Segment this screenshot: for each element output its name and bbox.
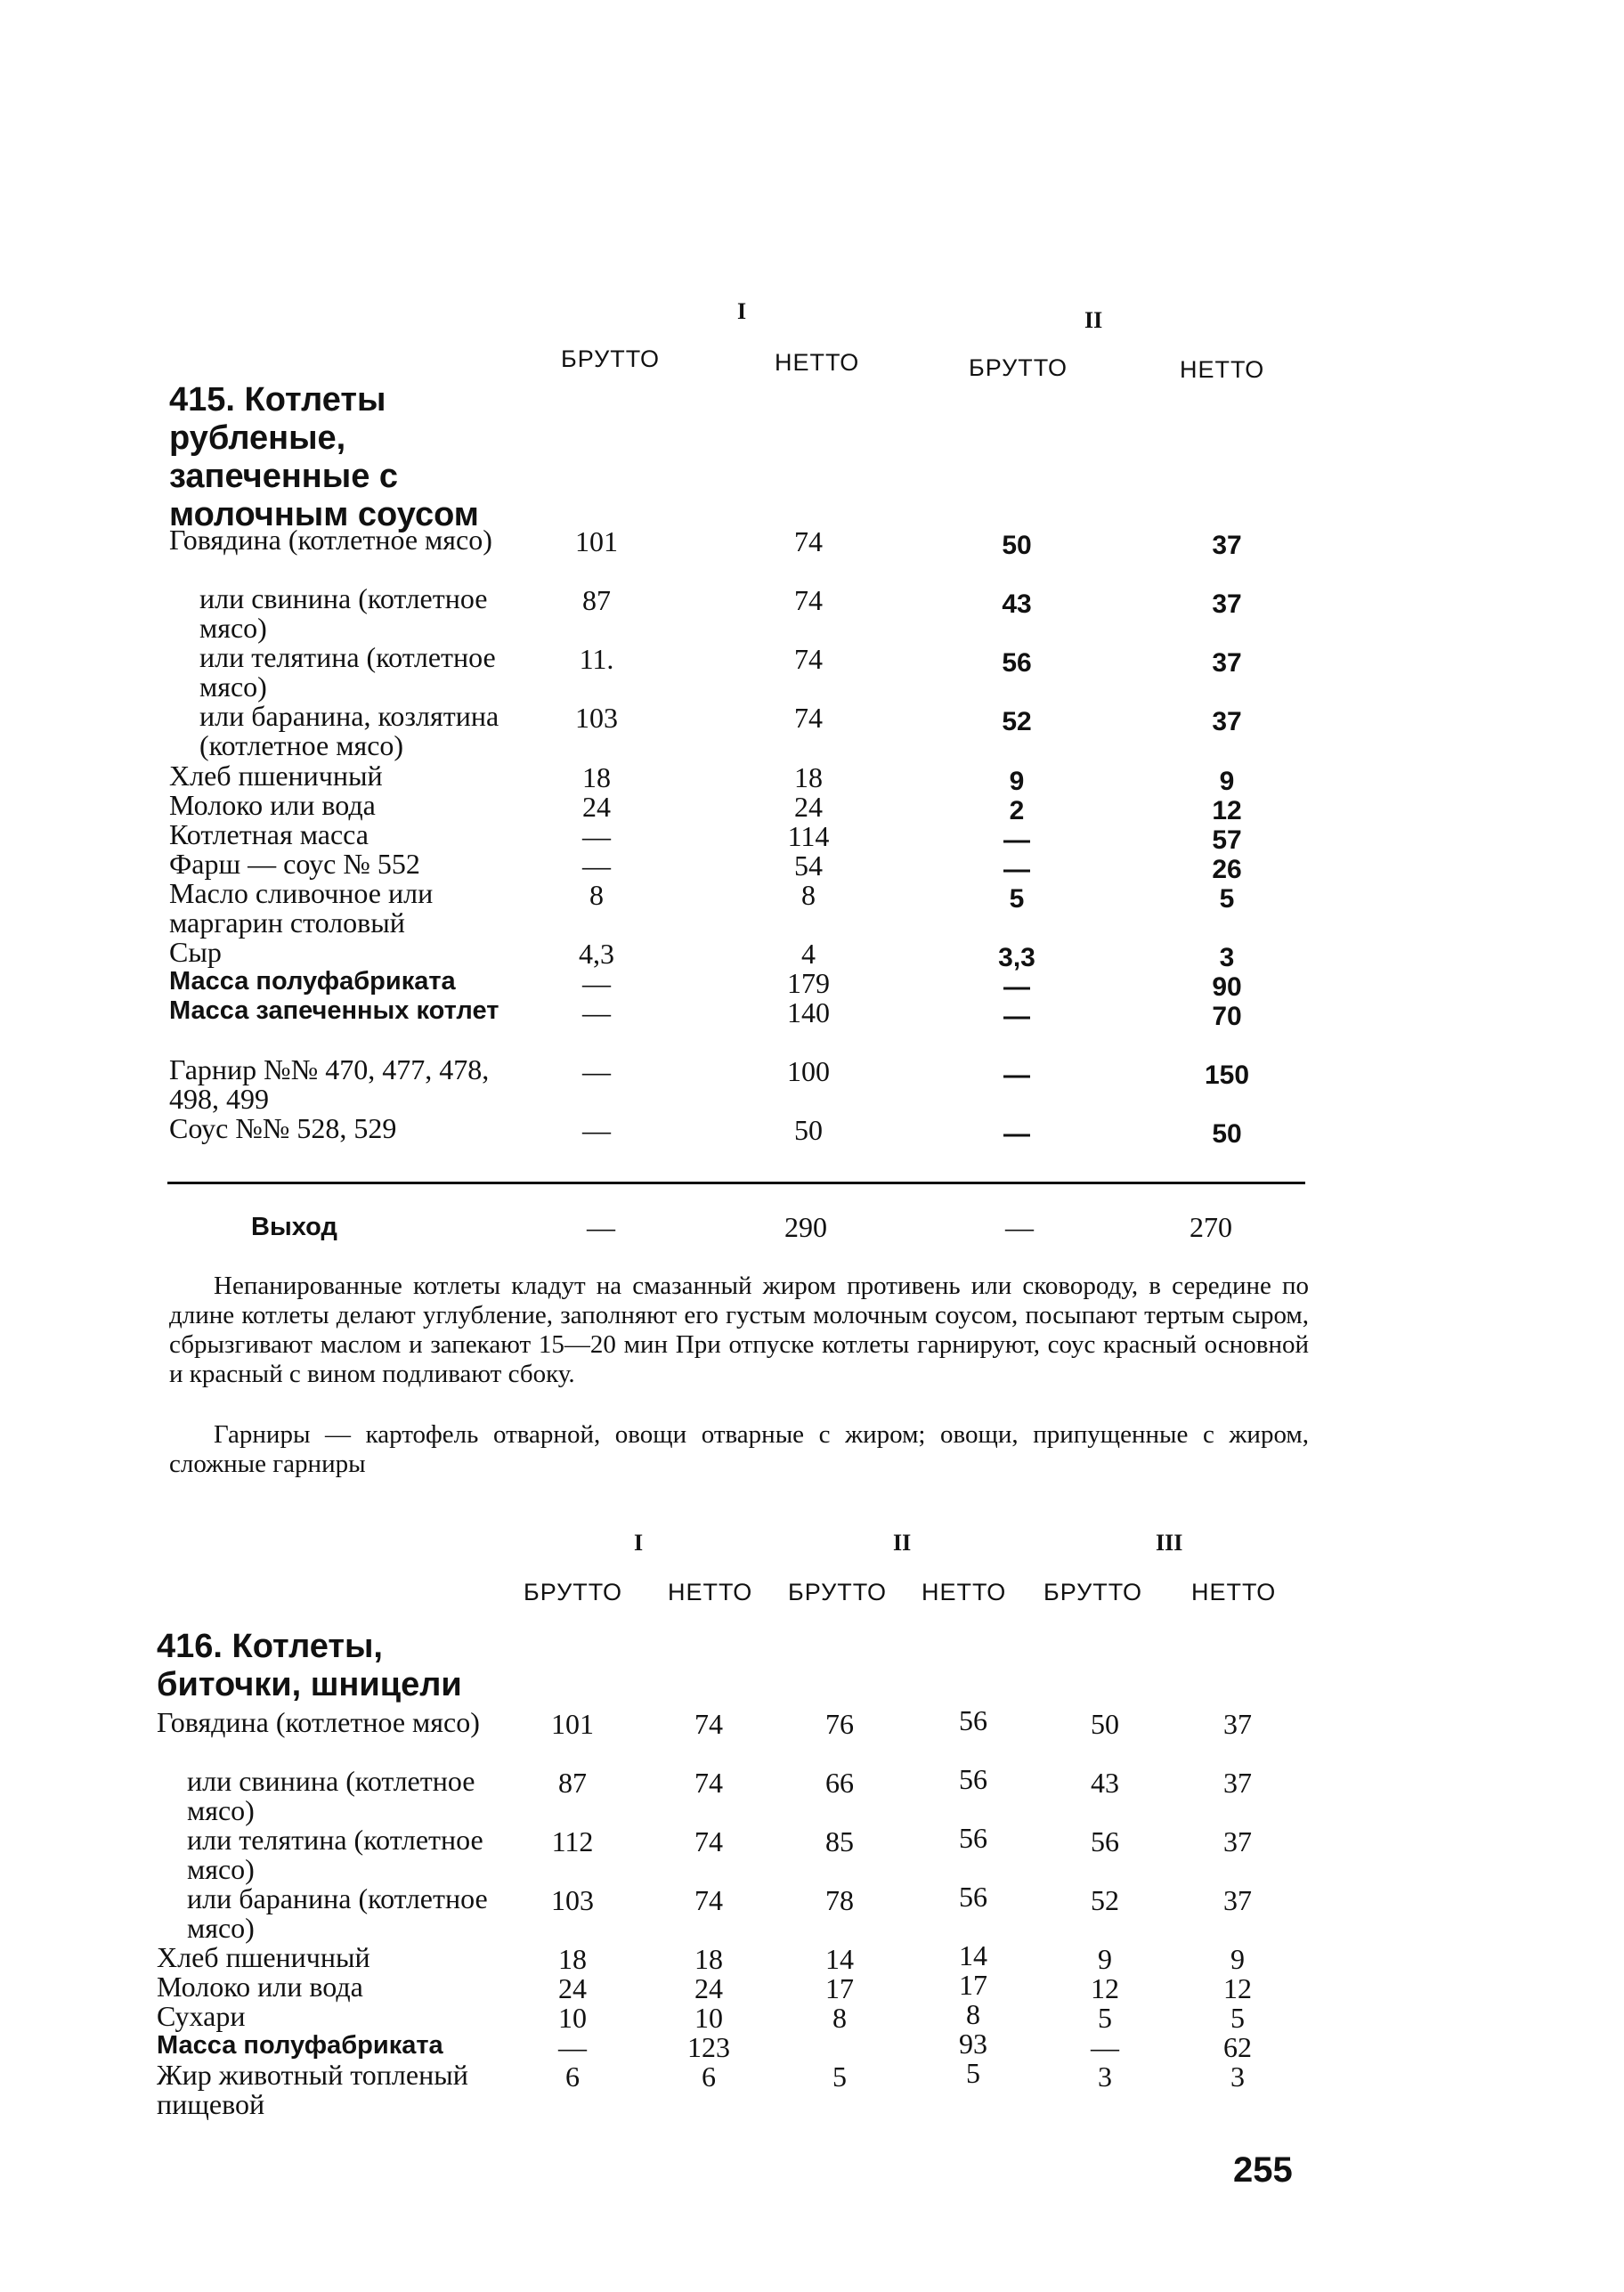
ingredient-value: 3 (1098, 2060, 1112, 2093)
ingredient-value: 150 (1204, 1061, 1250, 1090)
ingredient-value: 90 (1212, 972, 1242, 1002)
ingredient-value: 70 (1212, 1002, 1242, 1031)
ingredient-name: Масло сливочное или маргарин столовый (169, 877, 434, 939)
ingredient-value: 18 (582, 761, 611, 793)
ingredient-value: 8 (966, 1998, 980, 2030)
output-value: — (1005, 1211, 1034, 1243)
ingredient-value: 37 (1212, 589, 1242, 619)
ingredient-value: 76 (825, 1708, 854, 1740)
ingredient-value: — (582, 996, 611, 1028)
ingredient-value: 10 (694, 2002, 723, 2034)
ingredient-value: 6 (565, 2060, 580, 2093)
ingredient-value: 74 (694, 1825, 723, 1857)
col-brutto-2: БРУТТО (788, 1579, 888, 1605)
ingredient-value: 56 (1002, 648, 1032, 678)
recipe-416-title: 416. Котлеты, биточки, шницели (157, 1628, 462, 1703)
ingredient-value: 18 (794, 761, 823, 793)
ingredient-value: 50 (794, 1114, 823, 1146)
ingredient-name: или свинина (котлетное мясо) (187, 1765, 475, 1826)
ingredient-value: 37 (1212, 648, 1242, 678)
output-value: — (587, 1211, 615, 1243)
col-brutto-3: БРУТТО (1043, 1579, 1143, 1605)
ingredient-name: или телятина (котлетное мясо) (199, 641, 496, 703)
ingredient-name: Говядина (котлетное мясо) (157, 1706, 480, 1738)
ingredient-value: 24 (694, 1972, 723, 2004)
ingredient-value: 5 (1009, 884, 1025, 914)
ingredient-value: — (1003, 1061, 1030, 1090)
ingredient-value: 14 (825, 1943, 854, 1975)
ingredient-value: 17 (959, 1969, 987, 2001)
group-II-header: II (1084, 307, 1103, 333)
ingredient-value: 26 (1212, 855, 1242, 884)
ingredient-value: 37 (1223, 1884, 1252, 1916)
ingredient-value: 24 (794, 791, 823, 823)
ingredient-value: 85 (825, 1825, 854, 1857)
ingredient-value: 9 (1098, 1943, 1112, 1975)
ingredient-value: 37 (1223, 1825, 1252, 1857)
ingredient-name: или свинина (котлетное мясо) (199, 582, 488, 644)
ingredient-value: 74 (694, 1708, 723, 1740)
ingredient-value: — (1091, 2031, 1119, 2063)
ingredient-value: 114 (787, 820, 830, 852)
ingredient-value: 103 (551, 1884, 594, 1916)
ingredient-value: 74 (794, 702, 823, 734)
ingredient-value: 103 (575, 702, 618, 734)
ingredient-value: 4 (801, 938, 816, 970)
ingredient-value: 140 (787, 996, 830, 1028)
ingredient-value: 123 (687, 2031, 730, 2063)
ingredient-value: 5 (1098, 2002, 1112, 2034)
ingredient-value: 50 (1091, 1708, 1119, 1740)
instructions-paragraph: Непанированные котлеты кладут на смазанный жиром противень или сковороду, в середине по длине котлеты делают углубление, заполняют его густым молочным соусом, посыпают тертым сыром, сбрызгивают маслом и запекают 15—20 мин При отпуске котлеты гарнируют, соус красный основной и красный с вином подливают сбоку. (169, 1272, 1309, 1388)
ingredient-value: 14 (959, 1939, 987, 1971)
ingredient-name: или баранина, козлятина (котлетное мясо) (199, 700, 499, 761)
ingredient-value: 101 (575, 525, 618, 557)
output-value: 290 (784, 1211, 827, 1243)
recipe-415-title: 415. Котлеты рубленые, запеченные с молочным соусом (169, 381, 479, 533)
ingredient-value: 6 (702, 2060, 716, 2093)
ingredient-value: 50 (1002, 531, 1032, 560)
ingredient-value: 5 (966, 2057, 980, 2089)
ingredient-value: — (1003, 972, 1030, 1002)
ingredient-value: — (1003, 825, 1030, 855)
ingredient-value: 74 (794, 643, 823, 675)
ingredient-value: 11. (579, 643, 614, 675)
ingredient-value: 8 (589, 879, 604, 911)
ingredient-value: 3,3 (998, 943, 1035, 972)
group-III-header: III (1156, 1530, 1183, 1556)
ingredient-value: — (582, 967, 611, 999)
ingredient-name: Хлеб пшеничный (157, 1941, 370, 1973)
ingredient-name: или телятина (котлетное мясо) (187, 1824, 483, 1885)
ingredient-name: Масса полуфабриката (169, 967, 456, 996)
ingredient-value: — (558, 2031, 587, 2063)
ingredient-value: 37 (1212, 531, 1242, 560)
output-label: Выход (251, 1213, 337, 1241)
ingredient-value: 8 (832, 2002, 847, 2034)
ingredient-value: 112 (551, 1825, 594, 1857)
ingredient-value: 100 (787, 1055, 830, 1087)
ingredient-value: 74 (794, 525, 823, 557)
ingredient-value: 179 (787, 967, 830, 999)
col-brutto-2: БРУТТО (969, 354, 1068, 381)
ingredient-value: 62 (1223, 2031, 1252, 2063)
ingredient-value: 50 (1212, 1119, 1242, 1149)
garnish-paragraph: Гарниры — картофель отварной, овощи отварные с жиром; овощи, припущенные с жиром, сложные гарниры (169, 1420, 1309, 1478)
ingredient-value: — (582, 849, 611, 882)
table-divider (167, 1182, 1305, 1184)
ingredient-value: 78 (825, 1884, 854, 1916)
ingredient-value: 74 (694, 1767, 723, 1799)
ingredient-value: 18 (694, 1943, 723, 1975)
ingredient-value: 5 (1230, 2002, 1245, 2034)
ingredient-value: 9 (1009, 767, 1025, 796)
ingredient-value: 52 (1002, 707, 1032, 736)
ingredient-value: 101 (551, 1708, 594, 1740)
col-netto-2: НЕТТО (922, 1579, 1007, 1605)
ingredient-name: Соус №№ 528, 529 (169, 1112, 397, 1144)
ingredient-name: Гарнир №№ 470, 477, 478, 498, 499 (169, 1053, 490, 1115)
ingredient-value: 3 (1219, 943, 1235, 972)
ingredient-value: 43 (1091, 1767, 1119, 1799)
ingredient-value: 9 (1219, 767, 1235, 796)
ingredient-value: 93 (959, 2028, 987, 2060)
ingredient-value: 43 (1002, 589, 1032, 619)
ingredient-value: 87 (558, 1767, 587, 1799)
ingredient-value: — (1003, 1002, 1030, 1031)
ingredient-value: 52 (1091, 1884, 1119, 1916)
ingredient-value: 56 (959, 1704, 987, 1736)
col-netto-2: НЕТТО (1180, 356, 1265, 383)
ingredient-value: 8 (801, 879, 816, 911)
ingredient-value: 18 (558, 1943, 587, 1975)
ingredient-value: 56 (959, 1763, 987, 1795)
ingredient-name: Жир животный топленый пищевой (157, 2059, 468, 2120)
ingredient-name: Масса полуфабриката (157, 2031, 443, 2060)
ingredient-name: Говядина (котлетное мясо) (169, 524, 492, 556)
ingredient-value: 54 (794, 849, 823, 882)
col-brutto-1: БРУТТО (524, 1579, 623, 1605)
ingredient-value: — (582, 820, 611, 852)
ingredient-value: 17 (825, 1972, 854, 2004)
group-I-header: I (634, 1530, 644, 1556)
ingredient-value: 9 (1230, 1943, 1245, 1975)
ingredient-value: 74 (794, 584, 823, 616)
ingredient-name: Хлеб пшеничный (169, 760, 383, 792)
ingredient-value: 56 (959, 1822, 987, 1854)
ingredient-value: 2 (1009, 796, 1025, 825)
ingredient-value: 24 (558, 1972, 587, 2004)
ingredient-value: 87 (582, 584, 611, 616)
ingredient-name: Масса запеченных котлет (169, 996, 499, 1025)
group-II-header: II (893, 1530, 912, 1556)
ingredient-name: Молоко или вода (157, 1971, 363, 2003)
ingredient-value: 4,3 (579, 938, 614, 970)
ingredient-name: или баранина (котлетное мясо) (187, 1882, 488, 1944)
ingredient-value: 5 (1219, 884, 1235, 914)
output-value: 270 (1190, 1211, 1232, 1243)
ingredient-value: 12 (1091, 1972, 1119, 2004)
ingredient-value: 56 (1091, 1825, 1119, 1857)
ingredient-value: 12 (1223, 1972, 1252, 2004)
ingredient-value: 3 (1230, 2060, 1245, 2093)
col-netto-3: НЕТТО (1191, 1579, 1277, 1605)
ingredient-name: Молоко или вода (169, 789, 376, 821)
ingredient-name: Котлетная масса (169, 818, 369, 850)
ingredient-value: 24 (582, 791, 611, 823)
col-brutto-1: БРУТТО (561, 345, 661, 372)
ingredient-value: 12 (1212, 796, 1242, 825)
ingredient-value: 56 (959, 1881, 987, 1913)
ingredient-value: 37 (1223, 1767, 1252, 1799)
col-netto-1: НЕТТО (668, 1579, 753, 1605)
ingredient-value: 57 (1212, 825, 1242, 855)
ingredient-name: Сыр (169, 936, 222, 968)
ingredient-value: 5 (832, 2060, 847, 2093)
page-number: 255 (1233, 2150, 1293, 2190)
ingredient-name: Сухари (157, 2000, 246, 2032)
ingredient-value: 37 (1212, 707, 1242, 736)
ingredient-value: 66 (825, 1767, 854, 1799)
ingredient-value: — (1003, 1119, 1030, 1149)
ingredient-value: 74 (694, 1884, 723, 1916)
ingredient-value: 37 (1223, 1708, 1252, 1740)
ingredient-name: Фарш — соус № 552 (169, 848, 420, 880)
ingredient-value: — (582, 1055, 611, 1087)
group-I-header: I (737, 298, 747, 324)
col-netto-1: НЕТТО (775, 349, 860, 376)
ingredient-value: 10 (558, 2002, 587, 2034)
ingredient-value: — (1003, 855, 1030, 884)
ingredient-value: — (582, 1114, 611, 1146)
